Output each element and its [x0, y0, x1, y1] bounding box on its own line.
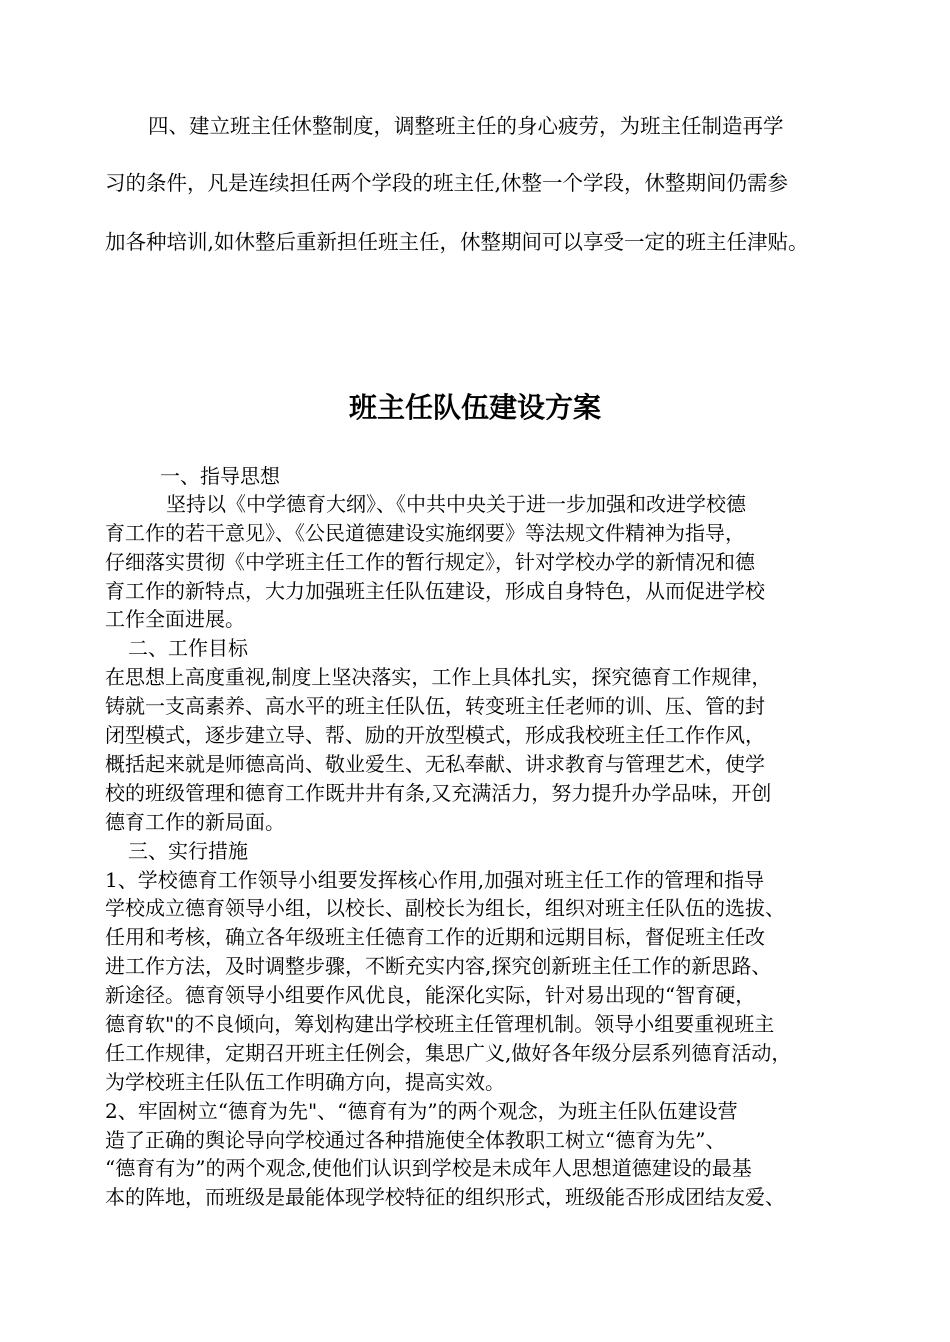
text-line: 工作全面进展。	[105, 607, 245, 631]
text-line: 进工作方法，及时调整步骤，不断充实内容,探究创新班主任工作的新思路、	[105, 954, 772, 978]
text-line: 造了正确的舆论导向学校通过各种措施使全体教职工树立“德育为先”、	[105, 1128, 726, 1152]
text-line: 闭型模式，逐步建立导、帮、励的开放型模式，形成我校班主任工作作风，	[105, 723, 765, 747]
document-title: 班主任队伍建设方案	[348, 391, 601, 424]
text-line: 育工作的新特点，大力加强班主任队伍建设，形成自身特色，从而促进学校	[105, 579, 765, 603]
text-line: “德育有为”的两个观念,使他们认识到学校是未成年人思想道德建设的最基	[105, 1156, 752, 1180]
section-heading: 二、工作目标	[128, 636, 248, 660]
text-line: 在思想上高度重视,制度上坚决落实，工作上具体扎实，探究德育工作规律，	[105, 665, 772, 689]
section-heading: 一、指导思想	[160, 464, 280, 488]
section-heading: 三、实行措施	[128, 839, 248, 863]
text-line: 四、建立班主任休整制度，调整班主任的身心疲劳，为班主任制造再学	[148, 114, 784, 138]
text-line: 任用和考核，确立各年级班主任德育工作的近期和远期目标，督促班主任改	[105, 925, 765, 949]
text-line: 新途径。德育领导小组要作风优良，能深化实际，针对易出现的“智育硬，	[105, 983, 756, 1007]
text-line: 加各种培训,如休整后重新担任班主任，休整期间可以享受一定的班主任津贴。	[105, 230, 809, 254]
text-line: 德育软"的不良倾向，筹划构建出学校班主任管理机制。领导小组要重视班主	[105, 1012, 775, 1036]
text-line: 2、牢固树立“德育为先"、“德育有为”的两个观念，为班主任队伍建设营	[105, 1099, 738, 1123]
text-line: 仔细落实贯彻《中学班主任工作的暂行规定》，针对学校办学的新情况和德	[105, 550, 755, 574]
text-line: 为学校班主任队伍工作明确方向，提高实效。	[105, 1070, 505, 1094]
text-line: 习的条件，凡是连续担任两个学段的班主任,休整一个学段，休整期间仍需参	[105, 171, 789, 195]
text-line: 德育工作的新局面。	[105, 810, 285, 834]
text-line: 铸就一支高素养、高水平的班主任队伍，转变班主任老师的训、压、管的封	[105, 694, 765, 718]
text-line: 任工作规律，定期召开班主任例会，集思广义,做好各年级分层系列德育活动，	[105, 1041, 792, 1065]
text-line: 概括起来就是师德高尚、敬业爱生、无私奉献、讲求教育与管理艺术，使学	[105, 752, 765, 776]
text-line: 校的班级管理和德育工作既井井有条,又充满活力，努力提升办学品味，开创	[105, 781, 772, 805]
text-line: 本的阵地，而班级是最能体现学校特征的组织形式，班级能否形成团结友爱、	[105, 1185, 785, 1209]
text-line: 育工作的若干意见》、《公民道德建设实施纲要》等法规文件精神为指导，	[105, 521, 745, 545]
text-line: 1、学校德育工作领导小组要发挥核心作用,加强对班主任工作的管理和指导	[105, 868, 765, 892]
text-line: 学校成立德育领导小组，以校长、副校长为组长，组织对班主任队伍的选拔、	[105, 896, 785, 920]
text-line: 坚持以《中学德育大纲》、《中共中央关于进一步加强和改进学校德	[166, 492, 746, 516]
